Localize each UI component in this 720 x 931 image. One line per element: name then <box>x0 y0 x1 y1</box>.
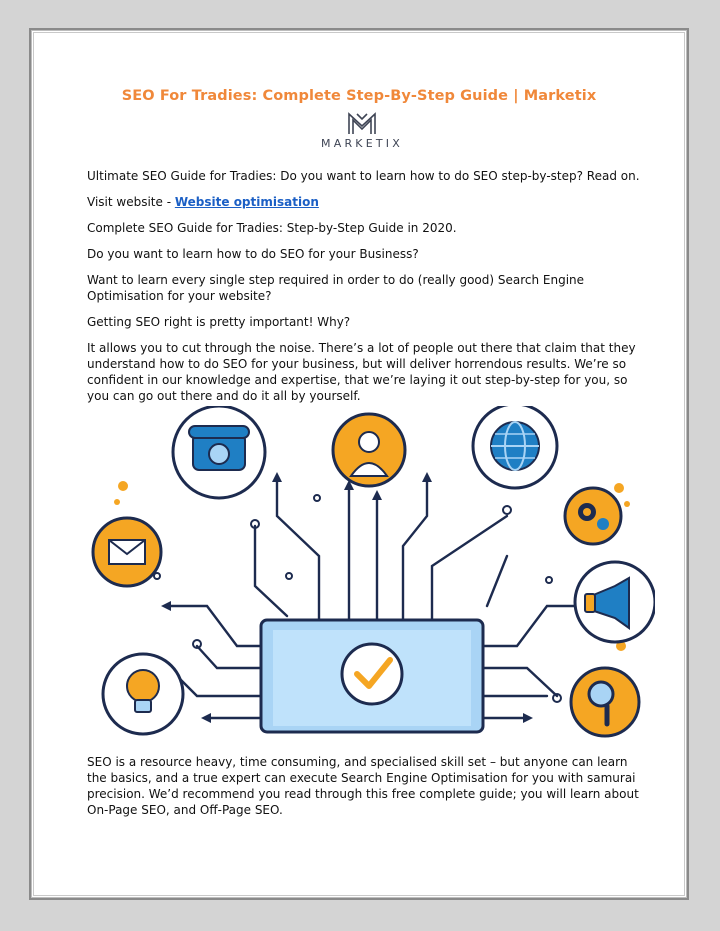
checkmark-icon <box>342 644 402 704</box>
logo-mark-icon <box>307 110 417 138</box>
paragraph-learn: Want to learn every single step required in order to do (really good) Search Engine Optimisation for your website? <box>87 273 585 303</box>
magnifier-icon <box>571 668 639 736</box>
paragraph-guide: Complete SEO Guide for Tradies: Step-by-Step Guide in 2020. <box>87 221 457 235</box>
paragraph-noise: It allows you to cut through the noise. There’s a lot of people out there that claim that they understand how to do SEO for your business, but will deliver horrendous results. We’re so confident in our knowledge and expertise, that we’re laying it out step-by-step for you, so you can go out there and do it all by yourself. <box>87 341 636 403</box>
gears-icon <box>565 488 621 544</box>
lightbulb-icon <box>103 654 183 734</box>
envelope-icon <box>93 518 161 586</box>
seo-illustration <box>87 406 655 742</box>
document-title: SEO For Tradies: Complete Step-By-Step Guide | Marketix <box>121 88 597 104</box>
paragraph-intro: Ultimate SEO Guide for Tradies: Do you want to learn how to do SEO step-by-step? Read on. <box>87 169 640 183</box>
marketix-logo <box>307 110 417 154</box>
paragraph-resource: SEO is a resource heavy, time consuming, and specialised skill set – but anyone can learn the basics, and a true expert can execute Search Engine Optimisation for you with samurai precision. We’d recommend you read through this free complete guide; you will learn about On-Page SEO, and Off-Page SEO. <box>87 755 639 817</box>
document-page <box>29 28 689 900</box>
megaphone-icon <box>575 562 655 642</box>
logo-text: MARKETIX <box>321 137 403 150</box>
paragraph-why: Getting SEO right is pretty important! Why? <box>87 315 351 329</box>
website-optimisation-link[interactable]: Website optimisation <box>174 195 319 209</box>
globe-icon <box>473 406 557 488</box>
paragraph-visit <box>87 194 647 210</box>
user-icon <box>333 414 405 486</box>
paragraph-question: Do you want to learn how to do SEO for your Business? <box>87 247 419 261</box>
visit-prefix: Visit website - <box>87 195 175 209</box>
telephone-icon <box>173 406 265 498</box>
